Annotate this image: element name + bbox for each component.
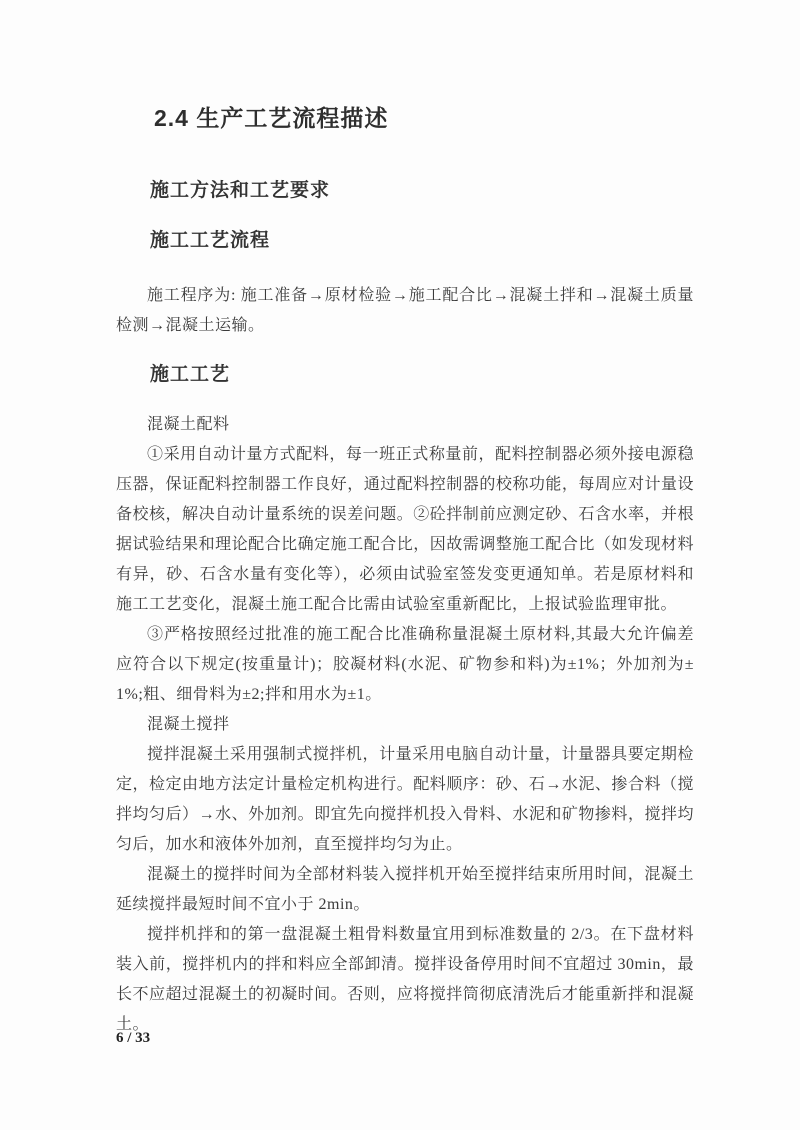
- text-line: 混凝土搅拌: [147, 716, 230, 733]
- craft-body-paragraphs: [116, 410, 694, 1040]
- text-line: 检测→混凝土运输。: [116, 317, 265, 334]
- text-line: 定，检定由地方法定计量检定机构进行。配料顺序：砂、石→水泥、掺合料（搅: [116, 776, 694, 793]
- procedure-paragraph: [116, 281, 694, 341]
- text-line: 有异，砂、石含水量有变化等），必须由试验室签发变更通知单。若是原材料和: [116, 566, 694, 583]
- text-line: ③严格按照经过批准的施工配合比准确称量混凝土原材料,其最大允许偏差: [147, 626, 694, 643]
- text-line: 装入前，搅拌机内的拌和料应全部卸清。搅拌设备停用时间不宜超过 30min，最: [116, 956, 694, 973]
- text-line: 压器，保证配料控制器工作良好，通过配料控制器的校称功能，每周应对计量设: [116, 476, 694, 493]
- text-line: 土。: [116, 1016, 150, 1033]
- text-line: 混凝土的搅拌时间为全部材料装入搅拌机开始至搅拌结束所用时间，混凝土: [147, 866, 694, 883]
- text-line: 据试验结果和理论配合比确定施工配合比，因故需调整施工配合比（如发现材料: [116, 536, 694, 553]
- text-line: 施工程序为: 施工准备→原材检验→施工配合比→混凝土拌和→混凝土质量: [147, 287, 694, 304]
- text-line: 混凝土配料: [147, 416, 230, 433]
- text-line: ①采用自动计量方式配料，每一班正式称量前，配料控制器必须外接电源稳: [147, 446, 694, 463]
- document-page: [116, 0, 694, 1040]
- section-title: 2.4 生产工艺流程描述: [154, 105, 389, 131]
- page-number: 6 / 33: [116, 1030, 151, 1046]
- text-line: 匀后，加水和液体外加剂，直至搅拌均匀为止。: [116, 836, 463, 853]
- text-line: 搅拌混凝土采用强制式搅拌机，计量采用电脑自动计量，计量器具要定期检: [147, 746, 694, 763]
- text-line: 拌均匀后）→水、外加剂。即宜先向搅拌机投入骨料、水泥和矿物掺料，搅拌均: [116, 806, 694, 823]
- text-line: 备校核，解决自动计量系统的误差问题。②砼拌制前应测定砂、石含水率，并根: [116, 506, 694, 523]
- text-line: 延续搅拌最短时间不宜小于 2min。: [116, 896, 370, 913]
- text-line: 应符合以下规定(按重量计)；胶凝材料(水泥、矿物参和料)为±1%；外加剂为±: [116, 656, 694, 673]
- text-line: 搅拌机拌和的第一盘混凝土粗骨料数量宜用到标准数量的 2/3。在下盘材料: [147, 926, 694, 943]
- text-line: 施工工艺变化，混凝土施工配合比需由试验室重新配比，上报试验监理审批。: [116, 596, 678, 613]
- heading-construction-craft: 施工工艺: [150, 364, 231, 385]
- heading-construction-method: 施工方法和工艺要求: [150, 180, 331, 201]
- text-line: 1%;粗、细骨料为±2;拌和用水为±1。: [116, 686, 382, 703]
- heading-process-flow: 施工工艺流程: [150, 230, 271, 251]
- text-line: 长不应超过混凝土的初凝时间。否则，应将搅拌筒彻底清洗后才能重新拌和混凝: [116, 986, 694, 1003]
